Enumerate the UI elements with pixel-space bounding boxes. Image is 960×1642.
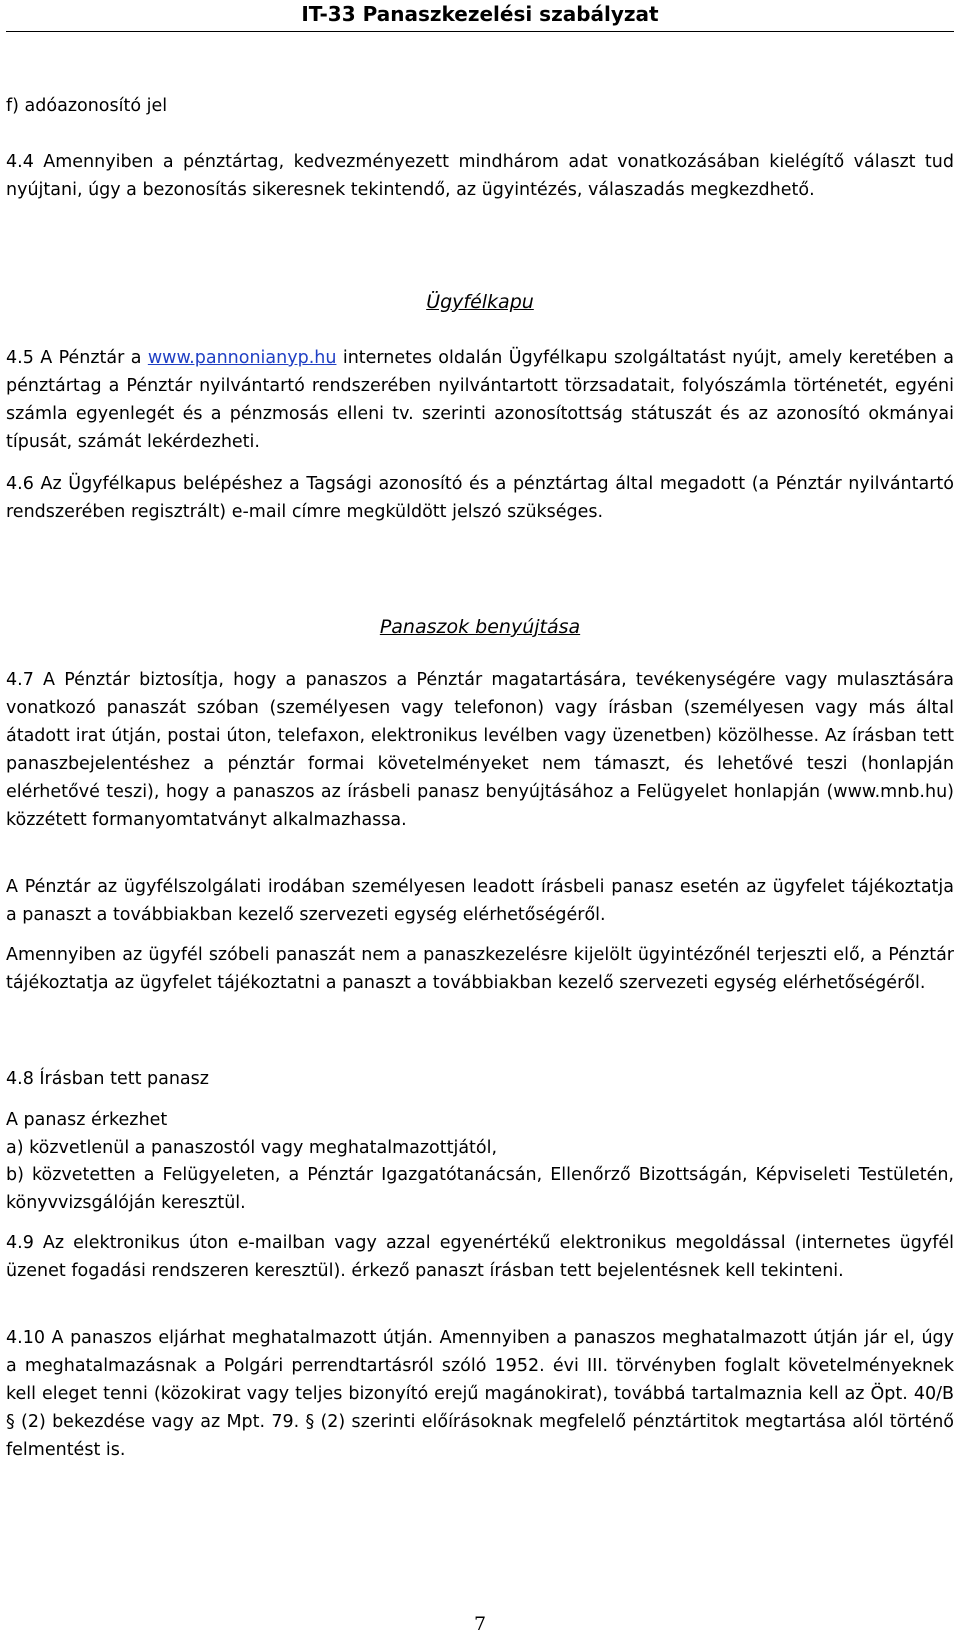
section-4-9: 4.9 Az elektronikus úton e-mailban vagy azzal egyenértékű elektronikus megoldással (internetes ügyfél üzenet fogadási rendszeren keresztül). érkező panaszt írásban tett bejelentésnek kell tekinteni. — [6, 1233, 954, 1281]
pannonianyp-link[interactable]: www.pannonianyp.hu — [147, 348, 337, 368]
paragraph-erkezhet: A panasz érkezhet — [6, 1110, 168, 1130]
header-divider — [6, 31, 954, 32]
heading-ugyfelkapu-wrap — [6, 288, 954, 316]
heading-panaszok-benyujtasa: Panaszok benyújtása — [379, 616, 581, 638]
section-4-5-before: 4.5 A Pénztár a — [6, 348, 148, 368]
page-number: 7 — [473, 1613, 487, 1635]
heading-panaszok-wrap — [6, 613, 954, 641]
section-4-6: 4.6 Az Ügyfélkapus belépéshez a Tagsági azonosító és a pénztártag által megadott (a Pénztár nyilvántartó rendszerében regisztrált) e-mail címre megküldött jelszó szükséges. — [6, 474, 954, 522]
section-4-10: 4.10 A panaszos eljárhat meghatalmazott útján. Amennyiben a panaszos meghatalmazott útján jár el, úgy a meghatalmazásnak a Polgári perrendtartásról szóló 1952. évi III. törvényben foglalt követelményeknek kell eleget tenni (közokirat vagy teljes bizonyító erejű magánokirat), továbbá tartalmaznia kell az Öpt. 40/B § (2) bekezdése vagy az Mpt. 79. § (2) szerinti előírásoknak megfelelő pénztártitok megtartása alól történő felmentést is. — [6, 1328, 954, 1460]
heading-ugyfelkapu: Ügyfélkapu — [426, 291, 534, 313]
paragraph-iroda: A Pénztár az ügyfélszolgálati irodában személyesen leadott írásbeli panasz esetén az ügyfelet tájékoztatja a panaszt a továbbiakban kezelő szervezeti egység elérhetőségéről. — [6, 877, 954, 925]
section-4-5 — [6, 344, 954, 456]
item-f: f) adóazonosító jel — [6, 96, 168, 116]
section-4-5-after: internetes oldalán Ügyfélkapu szolgáltatást nyújt, amely keretében a pénztártag a Pénztár nyilvántartó rendszerében nyilvántartott törzsadatait, folyószámla történetét, egyéni számla egyenlegét és a pénzmosás elleni tv. szerinti azonosítottság státuszát és az azonosító okmányai típusát, számát lekérdezheti. — [6, 348, 955, 452]
section-4-4: 4.4 Amennyiben a pénztártag, kedvezményezett mindhárom adat vonatkozásában kielégítő választ tud nyújtani, úgy a bezonosítás sikeresnek tekintendő, az ügyintézés, válaszadás megkezdhető. — [6, 152, 954, 200]
section-4-8: 4.8 Írásban tett panasz — [6, 1069, 209, 1089]
item-b: b) közvetetten a Felügyeleten, a Pénztár Igazgatótanácsán, Ellenőrző Bizottságán, Képviseleti Testületén, könyvvizsgálóján keresztül. — [6, 1165, 954, 1213]
item-a: a) közvetlenül a panaszostól vagy meghatalmazottjától, — [6, 1138, 498, 1158]
section-4-7: 4.7 A Pénztár biztosítja, hogy a panaszos a Pénztár magatartására, tevékenységére vagy mulasztására vonatkozó panaszát szóban (személyesen vagy telefonon) vagy írásban (személyesen vagy más által átadott irat útján, postai úton, telefaxon, elektronikus levélben vagy üzenetben) közölhesse. Az írásban tett panaszbejelentéshez a pénztár formai követelményeket nem támaszt, és lehetővé teszi (honlapján elérhetővé teszi), hogy a panaszos az írásbeli panasz benyújtásához a Felügyelet honlapján (www.mnb.hu) közzétett formanyomtatványt alkalmazhassa. — [6, 670, 954, 830]
paragraph-szobeli: Amennyiben az ügyfél szóbeli panaszát nem a panaszkezelésre kijelölt ügyintézőnél terjeszti elő, a Pénztár tájékoztatja az ügyfelet tájékoztatni a panaszt a továbbiakban kezelő szervezeti egység elérhetőségéről. — [6, 945, 954, 993]
page-header-title: IT-33 Panaszkezelési szabályzat — [301, 2, 659, 26]
